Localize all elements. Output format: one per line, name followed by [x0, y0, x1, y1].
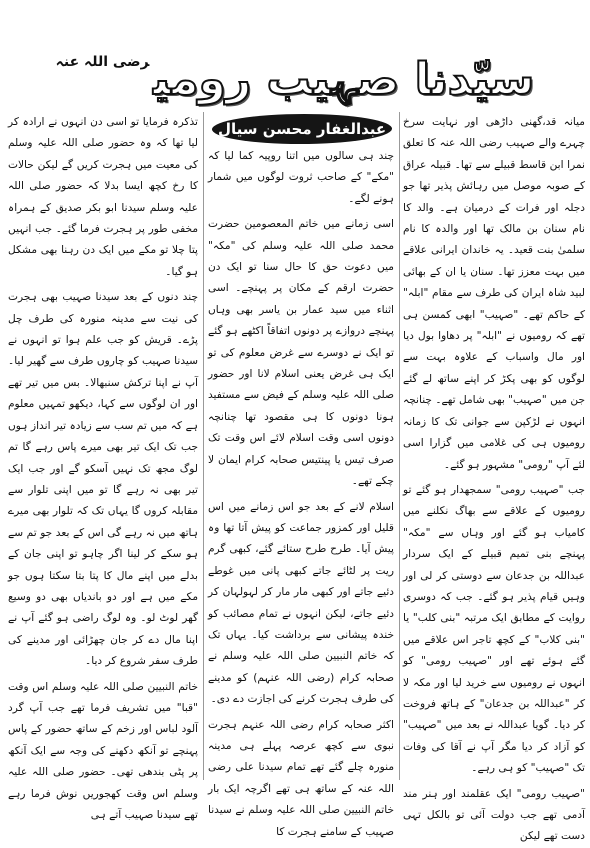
- paragraph: اسلام لانے کے بعد جو اس زمانے میں اس قلیل اور کمزور جماعت کو پیش آتا تھا وہ پیش آیا۔ طرح طرح ستائے گئے، کبھی گرم ریت پر لٹائے جاتے کبھی پانی میں غوطے دئیے جاتے اور کبھی مار مار کر لہولہان کر دئیے جاتے، لیکن انہوں نے تمام مصائب کو خندہ پیشانی سے برداشت کیا۔ یہاں تک کہ خاتم النبیین صلی اللہ علیہ وسلم نے صحابہ کرام (رضی اللہ عنہم) کو مدینے کی طرف ہجرت کرنے کی اجازت دے دی۔: [208, 500, 394, 706]
- paragraph: "صہیب رومی" ایک عقلمند اور ہنر مند آدمی تھے جب دولت آئی تو بالکل تہی دست تھے لیکن: [403, 787, 585, 843]
- paragraph: تذکرہ فرمایا تو اسی دن انہوں نے ارادہ کر لیا تھا کہ وہ حضور صلی اللہ علیہ وسلم کی معیت میں ہجرت کریں گے لیکن حالات کا رخ کچھ ایسا بدلا کہ حضور صلی اللہ علیہ وسلم سیدنا ابو بکر صدیق کے ہمراہ مخفی طور پر ہجرت فرما گئے۔ جب انہیں پتا چلا تو مکے میں ایک دن رہنا بھی مشکل ہو گیا۔: [8, 116, 198, 278]
- column-divider: [399, 112, 400, 780]
- paragraph: اکثر صحابہ کرام رضی اللہ عنہم ہجرت نبوی سے کچھ عرصہ پہلے ہی مدینہ منورہ چلے گئے تھے تمام سیدنا علی رضی اللہ عنہ کے ساتھ ہی تھے اگرچہ ایک بار خاتم النبیین صلی اللہ علیہ وسلم نے سیدنا صہیب کے سامنے ہجرت کا: [208, 718, 394, 838]
- author-name: عبدالغفار محسن سیال: [217, 120, 387, 138]
- article-title: [56, 54, 535, 105]
- text-column-right: [403, 112, 585, 843]
- paragraph: چند دنوں کے بعد سیدنا صہیب بھی ہجرت کی نیت سے مدینہ منورہ کی طرف چل پڑے۔ قریش کو جب علم ہوا تو انہوں نے سیدنا صہیب کو چاروں طرف سے گھیر لیا۔ آپ نے اپنا ترکش سنبھالا۔ بس میں تیر تھے اور ان لوگوں سے کہا، دیکھو تمہیں معلوم ہے کہ میں تم سب سے زیادہ تیر انداز ہوں جب تک ایک تیر بھی میرے پاس رہے گا تم لوگ مجھ تک نہیں آسکو گے اور جب ایک تیر بھی نہ رہے گا تو میں اپنی تلوار سے مقابلہ کروں گا یہاں تک کہ تلوار بھی میرے ہاتھ میں نہ رہے گی اس کے بعد جو تم سے ہو سکے کر لینا اگر چاہو تو اپنی جان کے بدلے میں اپنے مال کا پتا بتا سکتا ہوں جو مکے میں ہے اور دو باندیاں بھی دو وسیع گھر لوٹ لو۔ وہ لوگ راضی ہو گئے آپ نے اپنا مال دے کر جان چھڑائی اور مدینے کی طرف سفر شروع کر دیا۔: [8, 291, 198, 668]
- title-text: سیّدنا صہیب رومی: [153, 53, 535, 105]
- text-column-middle: [208, 146, 394, 838]
- paragraph: خاتم النبیین صلی اللہ علیہ وسلم اس وقت "قبا" میں تشریف فرما تھے جب آپ گرد آلود لباس اور زخم کے ساتھ حضور کے پاس پہنچے تو آنکھ دکھنے کی وجہ سے ایک آنکھ پر پٹی بندھی تھی۔ حضور صلی اللہ علیہ وسلم اس وقت کھجوریں نوش فرما رہے تھے سیدنا صہیب آتے ہی: [8, 680, 198, 821]
- text-column-left: [8, 112, 198, 821]
- paragraph: جب "صہیب رومی" سمجھدار ہو گئے تو رومیوں کے علاقے سے بھاگ نکلنے میں کامیاب ہو گئے اور وہاں سے "مکہ" پہنچے بنی تمیم قبیلے کے ایک سردار عبداللہ بن جدعان سے دوستی کر لی اور وہیں قیام پذیر ہو گئے۔ جب کہ دوسری روایت کے مطابق ایک مرتبہ "بنی کلب" یا "بنی کلاب" کے کچھ تاجر اس علاقے میں گئے ہوئے تھے اور "صہیب رومی" کو انہوں نے رومیوں سے خرید لیا اور مکہ لا کر "عبداللہ بن جدعان" کے ہاتھ فروخت کر دیا۔ گویا عبداللہ نے بعد میں "صہیب" کو آزاد کر دیا مگر آپ نے آقا کی وفات تک "صہیب" کو ہی رہے۔: [403, 483, 585, 775]
- paragraph: میانہ قد،گھنی داڑھی اور نہایت سرخ چہرے والے صہیب رضی اللہ عنہ کا تعلق نمرا ابن قاسط قبیلے سے تھا۔ قبیلہ عراق کے صوبہ موصل میں رہائش پذیر تھا جو دجلہ اور فرات کے درمیان ہے۔ والد کا نام سنان بن مالک تھا اور والدہ کا نام سلمیٰ بنت قعید۔ یہ خاندان ایرانی علاقے میں بہت معزز تھا۔ سنان یا ان کے بھائی لبید شاہ ایران کی طرف سے مقام "ابلہ" کے حاکم تھے۔ "صہیب" ابھی کمسن ہی تھے کہ رومیوں نے "ابلہ" پر دھاوا بول دیا اور مال واسباب کے علاوہ بہت سے لوگوں کو بھی پکڑ کر اپنے ساتھ لے گئے جن میں "صہیب" بھی شامل تھے۔ چنانچہ انہوں نے لڑکپن سے جوانی تک کا زمانہ رومیوں ہی کی غلامی میں گزارا اسی لئے آپ "رومی" مشہور ہو گئے۔: [403, 116, 585, 471]
- honorific-mark: رضی اللہ عنہ: [55, 53, 150, 70]
- paragraph: چند ہی سالوں میں اتنا روپیہ کما لیا کہ "مکے" کے صاحب ثروت لوگوں میں شمار ہونے لگے۔: [208, 150, 394, 205]
- column-divider: [203, 112, 204, 780]
- article-title-banner: [20, 50, 570, 108]
- author-banner: [210, 114, 394, 144]
- paragraph: اسی زمانے میں خاتم المعصومین حضرت محمد صلی اللہ علیہ وسلم کی "مکہ" میں دعوت حق کا حال سنا تو ایک دن حضرت ارقم کے مکان پر پہنچے۔ اسی اثناء میں سید عمار بن یاسر بھی وہاں پہنچے دروازے پر دونوں اتفاقاً اکٹھے ہو گئے تو ایک نے دوسرے سے غرض معلوم کی تو ایک ہی غرض یعنی اسلام لانا اور حضور صلی اللہ علیہ وسلم کے فیض سے مستفید ہونا دونوں کا ہی مقصود تھا چنانچہ دونوں اسی وقت اسلام لائے اس وقت تک صرف تیس یا پینتیس صحابہ کرام ایمان لا چکے تھے۔: [208, 218, 394, 488]
